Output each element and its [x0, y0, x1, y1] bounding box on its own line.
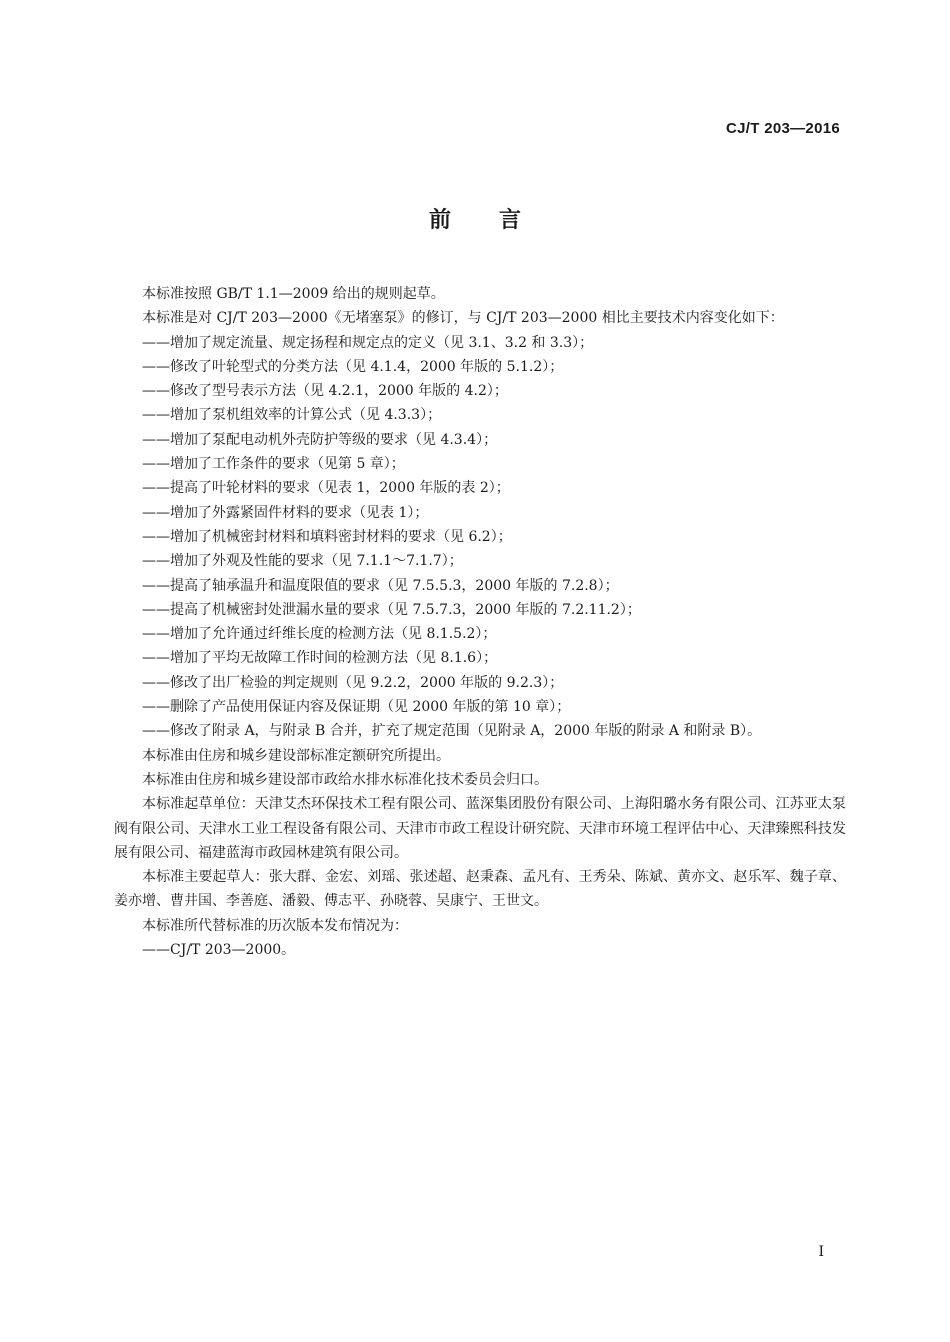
change-item: ——提高了叶轮材料的要求（见表 1，2000 年版的表 2）； [142, 480, 510, 497]
paragraph-previous-editions: 本标准所代替标准的历次版本发布情况为： [142, 917, 408, 934]
change-item: ——增加了泵机组效率的计算公式（见 4.3.3）； [142, 407, 442, 424]
change-item: ——增加了允许通过纤维长度的检测方法（见 8.1.5.2）； [142, 626, 497, 643]
paragraph-revision-intro: 本标准是对 CJ/T 203—2000《无堵塞泵》的修订，与 CJ/T 203—2000 相比主要技术内容变化如下： [142, 310, 784, 327]
previous-edition-item: ——CJ/T 203—2000。 [142, 942, 296, 959]
page-title: 前言 [428, 208, 569, 233]
change-item: ——修改了附录 A，与附录 B 合并，扩充了规定范围（见附录 A，2000 年版的附录 A 和附录 B）。 [142, 723, 762, 740]
change-item: ——增加了平均无故障工作时间的检测方法（见 8.1.6）； [142, 650, 498, 667]
paragraph-administrator: 本标准由住房和城乡建设部市政给水排水标准化技术委员会归口。 [142, 771, 548, 788]
change-item: ——提高了轴承温升和温度限值的要求（见 7.5.5.3，2000 年版的 7.2.8）； [142, 577, 619, 594]
paragraph-drafters: 本标准主要起草人：张大群、金宏、刘瑶、张述超、赵秉森、孟凡有、王秀朵、陈斌、黄亦文、赵乐军、魏子章、姜亦增、曹井国、李善庭、潘毅、傅志平、孙晓蓉、吴康宁、王世文。 [114, 869, 846, 910]
change-item: ——增加了泵配电动机外壳防护等级的要求（见 4.3.4）； [142, 431, 498, 448]
change-item: ——增加了规定流量、规定扬程和规定点的定义（见 3.1、3.2 和 3.3）； [142, 334, 594, 351]
change-item: ——增加了外观及性能的要求（见 7.1.1～7.1.7）； [142, 553, 463, 570]
document-body [114, 282, 846, 962]
change-item: ——修改了叶轮型式的分类方法（见 4.1.4，2000 年版的 5.1.2）； [142, 358, 564, 375]
paragraph-proposer: 本标准由住房和城乡建设部标准定额研究所提出。 [142, 747, 450, 764]
change-item: ——删除了产品使用保证内容及保证期（见 2000 年版的第 10 章）； [142, 699, 571, 716]
page-number: I [818, 1244, 824, 1260]
change-item: ——增加了外露紧固件材料的要求（见表 1）； [142, 504, 429, 521]
paragraph-drafting-units: 本标准起草单位：天津艾杰环保技术工程有限公司、蓝深集团股份有限公司、上海阳璐水务有限公司、江苏亚太泵阀有限公司、天津水工业工程设备有限公司、天津市市政工程设计研究院、天津市环境工程评估中心、天津臻熙科技发展有限公司、福建蓝海市政园林建筑有限公司。 [114, 796, 846, 861]
change-item: ——增加了工作条件的要求（见第 5 章）； [142, 456, 405, 473]
change-item: ——修改了型号表示方法（见 4.2.1，2000 年版的 4.2）； [142, 383, 508, 400]
change-item: ——修改了出厂检验的判定规则（见 9.2.2，2000 年版的 9.2.3）； [142, 674, 564, 691]
document-code: CJ/T 203—2016 [726, 120, 840, 137]
change-item: ——提高了机械密封处泄漏水量的要求（见 7.5.7.3，2000 年版的 7.2.11.2）； [142, 601, 641, 618]
paragraph-drafting-rules: 本标准按照 GB/T 1.1—2009 给出的规则起草。 [142, 286, 445, 302]
change-item: ——增加了机械密封材料和填料密封材料的要求（见 6.2）； [142, 528, 512, 545]
